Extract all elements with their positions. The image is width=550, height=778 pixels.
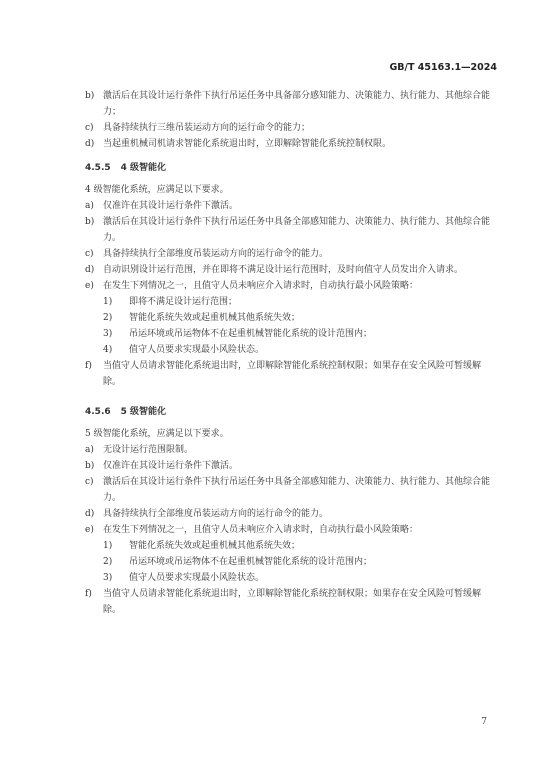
list-item xyxy=(85,262,497,278)
sub-list-item xyxy=(85,326,497,342)
list-item xyxy=(85,88,497,120)
item-marker: d) xyxy=(85,265,95,275)
item-text: 当值守人员请求智能化系统退出时，立即解除智能化系统控制权限；如果存在安全风险可暂缓解除。 xyxy=(103,361,482,387)
sub-list-item xyxy=(85,294,497,310)
list-item xyxy=(85,246,497,262)
sub-item-marker: 4) xyxy=(103,345,113,355)
section-number: 4.5.5 xyxy=(85,163,111,173)
item-text: 无设计运行范围限制。 xyxy=(103,445,194,455)
list-item xyxy=(85,136,497,152)
sub-item-text: 值守人员要求实现最小风险状态。 xyxy=(129,573,265,583)
section-heading-4-5-5 xyxy=(85,160,497,176)
item-text: 在发生下列情况之一，且值守人员未响应介入请求时，自动执行最小风险策略： xyxy=(103,281,419,291)
item-marker: b) xyxy=(85,461,95,471)
page-number: 7 xyxy=(481,717,487,727)
sub-item-marker: 3) xyxy=(103,573,113,583)
item-text: 激活后在其设计运行条件下执行吊运任务中具备全部感知能力、决策能力、执行能力、其他综合能力。 xyxy=(103,477,491,503)
sub-item-marker: 2) xyxy=(103,557,113,567)
item-text: 仅准许在其设计运行条件下激活。 xyxy=(103,461,239,471)
section-title: 4 级智能化 xyxy=(120,163,167,173)
list-item xyxy=(85,278,497,294)
sub-list-item xyxy=(85,554,497,570)
item-text: 具备持续执行全部维度吊装运动方向的运行命令的能力。 xyxy=(103,249,329,259)
sub-item-marker: 3) xyxy=(103,329,113,339)
item-marker: c) xyxy=(85,249,94,259)
item-marker: b) xyxy=(85,217,95,227)
item-text: 激活后在其设计运行条件下执行吊运任务中具备部分感知能力、决策能力、执行能力、其他综合能力； xyxy=(103,91,491,117)
item-marker: d) xyxy=(85,139,95,149)
item-marker: a) xyxy=(85,201,94,211)
list-item xyxy=(85,120,497,136)
item-marker: d) xyxy=(85,509,95,519)
item-text: 当值守人员请求智能化系统退出时，立即解除智能化系统控制权限；如果存在安全风险可暂缓解除。 xyxy=(103,589,482,615)
sub-item-marker: 1) xyxy=(103,541,113,551)
section-title: 5 级智能化 xyxy=(120,407,167,417)
list-item xyxy=(85,522,497,538)
item-text: 激活后在其设计运行条件下执行吊运任务中具备全部感知能力、决策能力、执行能力、其他综合能力。 xyxy=(103,217,491,243)
sub-list-item xyxy=(85,310,497,326)
item-text: 当起重机械司机请求智能化系统退出时，立即解除智能化系统控制权限。 xyxy=(103,139,392,149)
section-intro: 4 级智能化系统，应满足以下要求。 xyxy=(85,185,229,195)
item-text: 在发生下列情况之一，且值守人员未响应介入请求时，自动执行最小风险策略： xyxy=(103,525,419,535)
section-intro: 5 级智能化系统，应满足以下要求。 xyxy=(85,429,229,439)
list-item xyxy=(85,458,497,474)
section-heading-4-5-6 xyxy=(85,404,497,420)
item-text: 自动识别设计运行范围，并在即将不满足设计运行范围时，及时向值守人员发出介入请求。 xyxy=(103,265,464,275)
standard-number: GB/T 45163.1—2024 xyxy=(389,62,497,73)
sub-list-item xyxy=(85,342,497,358)
sub-item-text: 值守人员要求实现最小风险状态。 xyxy=(129,345,265,355)
item-text: 仅准许在其设计运行条件下激活。 xyxy=(103,201,239,211)
item-text: 具备持续执行全部维度吊装运动方向的运行命令的能力。 xyxy=(103,509,329,519)
item-marker: f) xyxy=(85,589,92,599)
list-item xyxy=(85,474,497,506)
list-item xyxy=(85,442,497,458)
item-marker: b) xyxy=(85,91,95,101)
list-item xyxy=(85,358,497,390)
sub-item-text: 吊运环境或吊运物体不在起重机械智能化系统的设计范围内； xyxy=(129,329,373,339)
sub-item-text: 即将不满足设计运行范围； xyxy=(129,297,238,307)
sub-item-text: 智能化系统失效或起重机械其他系统失效； xyxy=(129,313,301,323)
item-marker: c) xyxy=(85,477,94,487)
item-marker: f) xyxy=(85,361,92,371)
list-item xyxy=(85,198,497,214)
sub-item-marker: 1) xyxy=(103,297,113,307)
item-marker: e) xyxy=(85,281,94,291)
item-marker: e) xyxy=(85,525,94,535)
item-marker: a) xyxy=(85,445,94,455)
item-marker: c) xyxy=(85,123,94,133)
sub-list-item xyxy=(85,570,497,586)
item-text: 具备持续执行三维吊装运动方向的运行命令的能力； xyxy=(103,123,311,133)
list-item xyxy=(85,214,497,246)
section-number: 4.5.6 xyxy=(85,407,111,417)
sub-list-item xyxy=(85,538,497,554)
list-item xyxy=(85,506,497,522)
sub-item-marker: 2) xyxy=(103,313,113,323)
document-body xyxy=(85,88,497,618)
sub-item-text: 吊运环境或吊运物体不在起重机械智能化系统的设计范围内； xyxy=(129,557,373,567)
sub-item-text: 智能化系统失效或起重机械其他系统失效； xyxy=(129,541,301,551)
list-item xyxy=(85,586,497,618)
